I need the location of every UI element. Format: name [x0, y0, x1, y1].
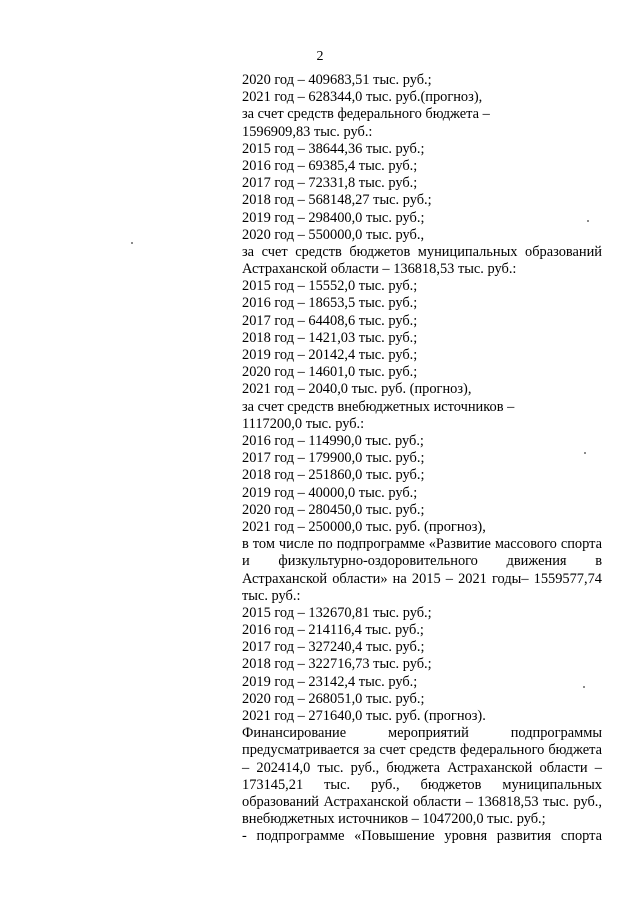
municipal-and-extrabudgetary-lines [242, 278, 602, 536]
text-line: 2019 год – 23142,4 тыс. руб.; [242, 673, 418, 690]
text-line: 2018 год – 568148,27 тыс. руб.; [242, 192, 432, 209]
text-line: 2021 год – 628344,0 тыс. руб.(прогноз), [242, 89, 483, 106]
text-line: 2021 год – 250000,0 тыс. руб. (прогноз), [242, 518, 486, 535]
text-line: 2021 год – 2040,0 тыс. руб. (прогноз), [242, 381, 472, 398]
text-line: 2020 год – 280450,0 тыс. руб.; [242, 501, 425, 518]
text-line: 2018 год – 322716,73 тыс. руб.; [242, 656, 432, 673]
scan-speck [584, 452, 586, 454]
text-line: за счет средств федерального бюджета – [242, 106, 490, 123]
text-line: 2019 год – 20142,4 тыс. руб.; [242, 347, 418, 364]
subprogram-year-lines [242, 605, 602, 725]
text-line: 2021 год – 271640,0 тыс. руб. (прогноз). [242, 708, 486, 725]
text-line: 2020 год – 550000,0 тыс. руб., [242, 226, 425, 243]
text-line: 1117200,0 тыс. руб.: [242, 415, 365, 432]
text-line: 2015 год – 132670,81 тыс. руб.; [242, 604, 432, 621]
text-line: 2019 год – 298400,0 тыс. руб.; [242, 209, 425, 226]
page-number: 2 [316, 49, 324, 64]
text-line: за счет средств внебюджетных источников – [242, 398, 515, 415]
text-line: 2020 год – 409683,51 тыс. руб.; [242, 72, 432, 88]
text-line: 2019 год – 40000,0 тыс. руб.; [242, 484, 418, 501]
text-line: 2017 год – 327240,4 тыс. руб.; [242, 639, 425, 656]
text-line: 2016 год – 114990,0 тыс. руб.; [242, 432, 424, 449]
text-line: 2016 год – 69385,4 тыс. руб.; [242, 157, 418, 174]
text-line: 2017 год – 179900,0 тыс. руб.; [242, 450, 425, 467]
municipal-budget-paragraph: за счет средств бюджетов муниципальных образований Астраханской области – 136818,53 тыс. руб.: [242, 243, 602, 278]
text-line: 2016 год – 214116,4 тыс. руб.; [242, 622, 424, 639]
text-line: 2015 год – 38644,36 тыс. руб.; [242, 140, 425, 157]
next-subprogram-line: - подпрограмме «Повышение уровня развития спорта [242, 828, 602, 845]
federal-budget-lines [242, 72, 602, 244]
text-line: 2015 год – 15552,0 тыс. руб.; [242, 278, 418, 295]
document-body [242, 72, 602, 846]
text-line: 2018 год – 251860,0 тыс. руб.; [242, 467, 425, 484]
text-line: 2017 год – 72331,8 тыс. руб.; [242, 175, 418, 192]
text-line: 2020 год – 14601,0 тыс. руб.; [242, 364, 418, 381]
text-line: 2017 год – 64408,6 тыс. руб.; [242, 312, 418, 329]
text-line: 2018 год – 1421,03 тыс. руб.; [242, 329, 418, 346]
text-line: 1596909,83 тыс. руб.: [242, 123, 373, 140]
scan-speck [587, 220, 589, 222]
subprogram-paragraph: в том числе по подпрограмме «Развитие массового спорта и физкультурно-оздоровительного движения в Астраханской области» на 2015 – 2021 годы– 1559577,74 тыс. руб.: [242, 536, 602, 604]
scan-speck [131, 242, 133, 244]
text-line: 2020 год – 268051,0 тыс. руб.; [242, 690, 425, 707]
financing-paragraph: Финансирование мероприятий подпрограммы предусматривается за счет средств федерального бюджета – 202414,0 тыс. руб., бюджета Астраханской области – 173145,21 тыс. руб., бюджетов муниципальных образований Астраханской области – 136818,53 тыс. руб., внебюджетных источников – 1047200,0 тыс. руб.; [242, 725, 602, 828]
scan-speck [583, 686, 585, 688]
text-line: 2016 год – 18653,5 тыс. руб.; [242, 295, 418, 312]
